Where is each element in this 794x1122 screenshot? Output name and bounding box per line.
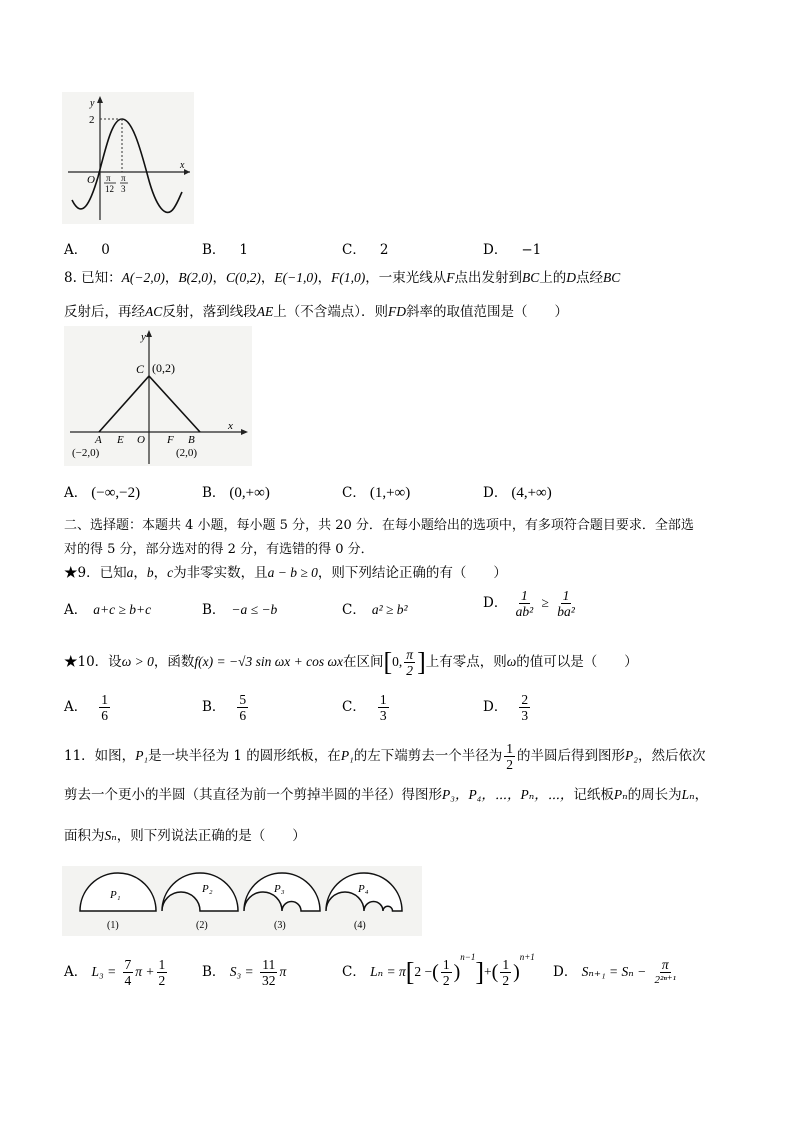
x-tick-pi3-top: π (121, 173, 126, 183)
triangle-figure (64, 326, 252, 466)
y-tick-2: 2 (89, 114, 95, 126)
sine-graph (62, 92, 194, 224)
point-b-coord: (2,0) (176, 447, 198, 459)
q7-option-b[interactable]: B． 1 (202, 242, 249, 258)
svg-text:P₂: P₂ (202, 883, 213, 895)
section2-rules: 对的得 5 分，部分选对的得 2 分，有选错的得 0 分． (64, 542, 374, 557)
point-b-label: B (188, 434, 195, 446)
q11-stem-line1: 11．如图，P₁是一块半径为 1 的圆形纸板，在P₁的左下端剪去一个半径为 $\frac{1}{2}$ 的半圆后得到图形P₂，然后依次 (64, 741, 706, 772)
origin-label: O (87, 174, 95, 186)
q7-option-a[interactable]: A． 0 (64, 242, 110, 258)
q8-option-d[interactable]: D． (4,+∞) (483, 485, 552, 501)
svg-text:P₃: P₃ (274, 883, 285, 895)
x-tick-pi12-bottom: 12 (105, 184, 114, 194)
q8-stem-line1: 8. 已知：A(−2,0)，B(2,0)，C(0,2)，E(−1,0)，F(1,0)，一束光线从F点出发射到BC上的D点经BC (64, 270, 621, 286)
svg-text:P₄: P₄ (358, 883, 369, 895)
svg-text:(3): (3) (274, 920, 286, 931)
q11-option-c[interactable]: C． Lₙ = π[2 −( $\frac{1}{2}$ )$^{n-1}$]+( $\frac{1}{2}$ )$^{n+1}$ (342, 952, 535, 988)
q9-option-d[interactable]: D． $\frac{1}{\text{ab²}}$ ≥ $\frac{1}{\text{ba²}}$ (483, 588, 575, 619)
q8-option-c[interactable]: C． (1,+∞) (342, 485, 411, 501)
q10-option-b[interactable]: B． $\frac{5}{6}$ (202, 692, 247, 723)
svg-text:P₁: P₁ (110, 889, 121, 901)
q8-stem-line2: 反射后，再经AC反射，落到线段AE上（不含端点）．则FD斜率的取值范围是（ ） (64, 304, 569, 320)
point-c-label: C (136, 362, 145, 376)
semicircle-figures (62, 866, 422, 936)
q11-option-d[interactable]: D． Sₙ₊₁ = Sₙ − $\frac{\pi}{\text{2²ⁿ⁺¹}}$ (553, 957, 676, 986)
q8-option-b[interactable]: B． (0,+∞) (202, 485, 270, 501)
q10-option-a[interactable]: A． $\frac{1}{6}$ (64, 692, 108, 723)
svg-text:(2): (2) (196, 920, 208, 931)
q10-option-c[interactable]: C． $\frac{1}{3}$ (342, 692, 387, 723)
q9-option-a[interactable]: A． a+c ≥ b+c (64, 602, 152, 618)
point-e-label: E (117, 434, 124, 446)
q9-stem: ★9．已知a，b，c为非零实数，且a − b ≥ 0，则下列结论正确的有（ ） (64, 565, 507, 581)
section2-heading: 二、选择题：本题共 4 小题，每小题 5 分，共 20 分．在每小题给出的选项中，有多项符合题目要求．全部选 (64, 518, 694, 533)
x-label: x (180, 160, 185, 171)
y-label: y (90, 98, 95, 109)
q9-option-b[interactable]: B． −a ≤ −b (202, 602, 278, 618)
q10-option-d[interactable]: D． $\frac{2}{3}$ (483, 692, 529, 723)
q11-stem-line2: 剪去一个更小的半圆（其直径为前一个剪掉半圆的半径）得图形P₃，P₄，⋯，Pₙ，⋯，记纸板Pₙ的周长为Lₙ， (64, 787, 709, 803)
point-a-label: A (95, 434, 102, 446)
x-tick-pi3-bottom: 3 (121, 184, 126, 194)
y-label: y (141, 331, 146, 343)
q11-option-a[interactable]: A． L₃ = $\frac{7}{4}$ π + $\frac{1}{2}$ (64, 957, 166, 988)
svg-text:(4): (4) (354, 920, 366, 931)
q11-option-b[interactable]: B． S₃ = $\frac{11}{32}$ π (202, 957, 287, 988)
origin-label: O (137, 434, 145, 446)
x-tick-pi12-top: π (106, 173, 111, 183)
q11-stem-line3: 面积为Sₙ，则下列说法正确的是（ ） (64, 828, 306, 844)
point-a-coord: (−2,0) (72, 447, 100, 459)
q7-option-c[interactable]: C． 2 (342, 242, 389, 258)
q9-option-c[interactable]: C． a² ≥ b² (342, 602, 408, 618)
svg-text:(1): (1) (107, 920, 119, 931)
q10-stem: ★10．设ω > 0，函数f(x) = −√3 sin ωx + cos ωx在区间[0, $\frac{\pi}{2}$ ]上有零点，则ω的值可以是（ ） (64, 647, 638, 678)
x-label: x (228, 420, 233, 432)
q8-option-a[interactable]: A． (−∞,−2) (64, 485, 141, 501)
point-f-label: F (167, 434, 174, 446)
point-c-coord: (0,2) (152, 361, 175, 375)
q7-option-d[interactable]: D． −1 (483, 242, 542, 258)
